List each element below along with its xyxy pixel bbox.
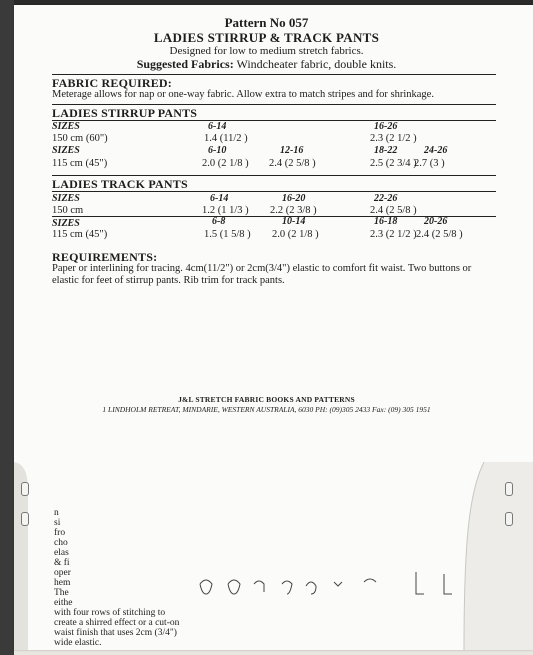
divider [52, 74, 496, 75]
publisher-name: J&L STRETCH FABRIC BOOKS AND PATTERNS [178, 395, 355, 404]
publisher-address: 1 LINDHOLM RETREAT, MINDARIE, WESTERN AUSTRALIA, 6030 PH: (09)305 2433 Fax: (09) 305 1951 [102, 405, 431, 414]
size-range: 6-14 [208, 121, 227, 132]
meterage-value: 1.5 (1 5/8 ) [204, 229, 251, 240]
meterage-value: 2.3 (2 1/2 ) [370, 133, 417, 144]
underlay-text: eithe [54, 598, 73, 608]
underlay-text: with four rows of stitching to [54, 608, 166, 618]
meterage-value: 2.5 (2 3/4 ) [370, 158, 417, 169]
meterage-value: 1.2 (1 1/3 ) [202, 205, 249, 216]
sizes-label: SIZES [52, 218, 80, 229]
sizes-label: SIZES [52, 121, 80, 132]
binder-hole [505, 482, 513, 496]
fabric-required-heading: FABRIC REQUIRED: [52, 76, 172, 90]
size-range: 22-26 [374, 193, 398, 204]
suggested-fabrics [0, 57, 533, 72]
track-pants-heading: LADIES TRACK PANTS [52, 177, 188, 191]
underlay-text: waist finish that uses 2cm (3/4") [54, 628, 177, 638]
size-range: 18-22 [374, 145, 398, 156]
page-title: LADIES STIRRUP & TRACK PANTS [153, 30, 380, 45]
size-range: 12-16 [280, 145, 304, 156]
underlay-text: si [54, 518, 61, 528]
underlay-text: The [54, 588, 69, 598]
underlay-text: elas [54, 548, 69, 558]
binder-hole [505, 512, 513, 526]
meterage-value: 2.2 (2 3/8 ) [270, 205, 317, 216]
underlay-text: fro [54, 528, 66, 538]
underlay-text: wide elastic. [54, 638, 102, 648]
requirements-line: elastic for feet of stirrup pants. Rib trim for track pants. [52, 275, 285, 286]
size-range: 16-26 [374, 121, 398, 132]
size-range: 6-8 [212, 216, 226, 227]
size-range: 24-26 [424, 145, 448, 156]
size-range: 6-10 [208, 145, 227, 156]
binder-hole [21, 482, 29, 496]
size-range: 20-26 [424, 216, 448, 227]
fabric-width: 115 cm (45") [52, 158, 108, 169]
meterage-value: 1.4 (11/2 ) [204, 133, 248, 144]
sizes-label: SIZES [52, 145, 80, 156]
designed-for-note: Designed for low to medium stretch fabrics. [169, 45, 364, 57]
underlay-text: oper [54, 568, 71, 578]
meterage-value: 2.0 (2 1/8 ) [272, 229, 319, 240]
size-range: 6-14 [210, 193, 229, 204]
binder-hole [21, 512, 29, 526]
fabric-width: 115 cm (45") [52, 229, 108, 240]
fabric-required-note: Meterage allows for nap or one-way fabric. Allow extra to match stripes and for shrinkage. [52, 89, 434, 100]
scan-edge-left [0, 0, 14, 655]
sizes-label: SIZES [52, 193, 80, 204]
fabric-width: 150 cm (60") [52, 133, 108, 144]
suggested-fabrics-value: Windcheater fabric, double knits. [236, 57, 397, 71]
underlay-text: n [54, 508, 59, 518]
size-range: 16-18 [374, 216, 398, 227]
divider [52, 175, 496, 176]
underlay-text: & fi [54, 558, 70, 568]
meterage-value: 2.4 (2 5/8 ) [416, 229, 463, 240]
meterage-value: 2.3 (2 1/2 ) [370, 229, 417, 240]
divider [52, 104, 496, 105]
divider [52, 191, 496, 192]
meterage-value: 2.0 (2 1/8 ) [202, 158, 249, 169]
underlay-text: cho [54, 538, 68, 548]
stirrup-pants-heading: LADIES STIRRUP PANTS [52, 106, 198, 120]
underlay-text: create a shirred effect or a cut-on [54, 618, 180, 628]
size-range: 16-20 [282, 193, 306, 204]
fabric-width: 150 cm [52, 205, 84, 216]
underlay-text: hem [54, 578, 71, 588]
meterage-value: 2.4 (2 5/8 ) [269, 158, 316, 169]
meterage-value: 2.7 (3 ) [414, 158, 445, 169]
divider [52, 120, 496, 121]
suggested-fabrics-label: Suggested Fabrics: [136, 57, 234, 71]
requirements-heading: REQUIREMENTS: [52, 250, 158, 264]
meterage-value: 2.4 (2 5/8 ) [370, 205, 417, 216]
size-range: 10-14 [282, 216, 306, 227]
requirements-line: Paper or interlining for tracing. 4cm(11/2") or 2cm(3/4") elastic to comfort fit waist. Two buttons or [52, 263, 472, 274]
pattern-number: Pattern No 057 [224, 15, 309, 30]
